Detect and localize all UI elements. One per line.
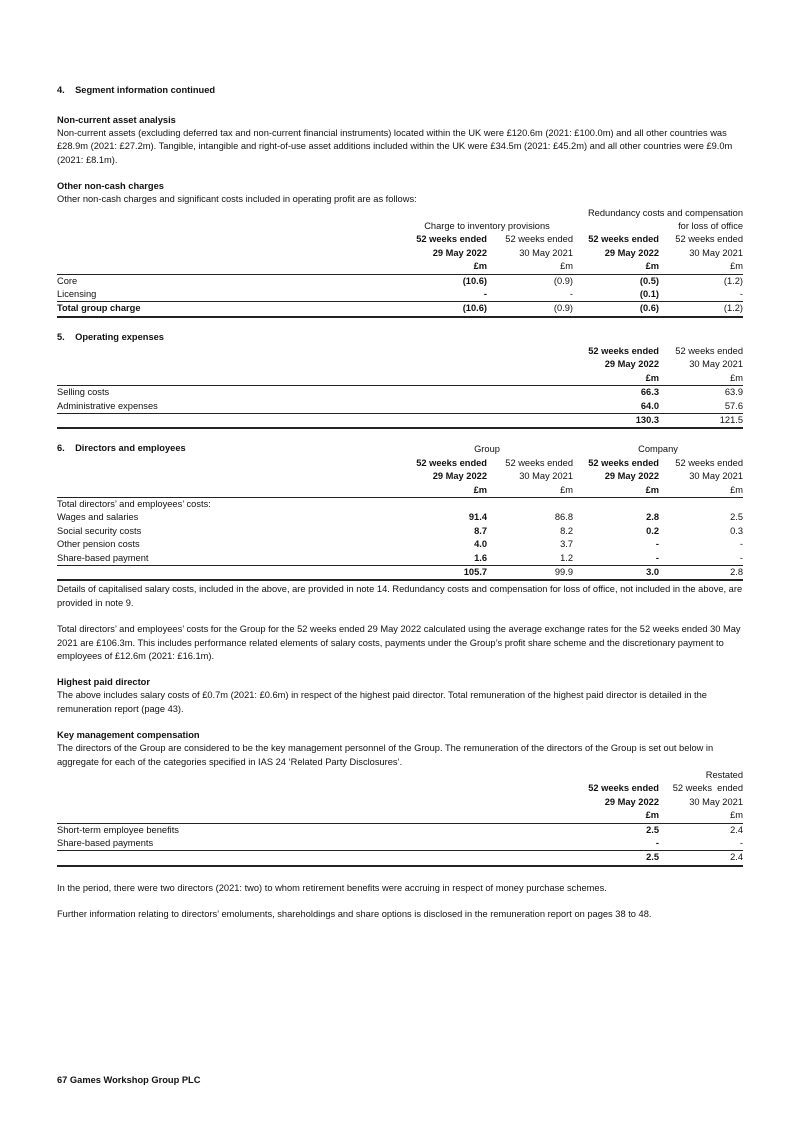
col-header: 30 May 2021 — [689, 359, 743, 370]
table-total-row: 130.3 121.5 — [57, 413, 743, 428]
col-header: 30 May 2021 — [519, 247, 573, 258]
col-header: 29 May 2022 — [432, 247, 487, 258]
col-header: 52 weeks ended — [588, 783, 659, 794]
non-cash-charges-table — [57, 207, 743, 318]
col-header: 29 May 2022 — [432, 471, 487, 482]
col-header: 52 weeks ended — [416, 457, 487, 468]
table-row: Short-term employee benefits 2.5 2.4 — [57, 824, 743, 835]
unit-label: £m — [487, 260, 573, 274]
table-total-row: Total group charge (10.6) (0.9) (0.6) (1.2) — [57, 302, 743, 317]
other-non-cash-heading: Other non-cash charges — [57, 181, 164, 192]
exchange-rate-note: Total directors’ and employees’ costs for the Group for the 52 weeks ended 29 May 2022 calculated using the average exchange rates for the 52 weeks ended 30 May 2021 are £106.3m. This includes performance related elements of salary costs, payments under the Group’s profit share scheme and the discretionary payment to employees of £12.6m (2021: £16.1m). — [57, 624, 741, 661]
table-row: Licensing - - (0.1) - — [57, 289, 744, 300]
page-content — [57, 84, 743, 922]
col-header: 52 weeks ended — [505, 457, 573, 468]
unit-label: £m — [573, 260, 659, 274]
section-6-title: 6. Directors and employees — [57, 443, 186, 454]
key-management-text: The directors of the Group are considered to be the key management personnel of the Group. The remuneration of the directors of the Group is set out below in aggregate for each of the categories specified in IAS 24 ‘Related Party Disclosures’. — [57, 743, 714, 767]
table-row: Administrative expenses 64.0 57.6 — [57, 400, 743, 411]
retirement-benefits-note: In the period, there were two directors (2021: two) to whom retirement benefits were accruing in respect of money purchase schemes. — [57, 882, 607, 893]
unit-label: £m — [659, 484, 743, 498]
col-header: 29 May 2022 — [604, 471, 659, 482]
highest-paid-director-heading: Highest paid director — [57, 677, 150, 688]
col-header: 29 May 2022 — [604, 247, 659, 258]
group-header-inventory: Charge to inventory provisions — [424, 221, 550, 232]
col-header: 52 weeks ended — [588, 457, 659, 468]
section-4-title: 4. Segment information continued — [57, 85, 216, 95]
col-header: 30 May 2021 — [519, 471, 573, 482]
unit-label: £m — [573, 809, 659, 823]
other-non-cash-text: Other non-cash charges and significant costs included in operating profit are as follows: — [57, 194, 417, 205]
col-header: 52 weeks ended — [675, 457, 744, 468]
unit-label: £m — [659, 260, 743, 274]
col-header: 30 May 2021 — [689, 471, 744, 482]
highest-paid-director-text: The above includes salary costs of £0.7m (2021: £0.6m) in respect of the highest paid director. Total remuneration of the highest paid director is detailed in the remuneration report (page 43). — [57, 690, 707, 714]
table-total-row: 105.7 99.9 3.0 2.8 — [57, 565, 743, 580]
unit-label: £m — [401, 484, 487, 498]
operating-expenses-table — [57, 345, 743, 429]
table-row: Share-based payments - - — [57, 838, 743, 849]
table-row: Share-based payment 1.6 1.2 - - — [57, 552, 744, 563]
col-header: 52 weeks ended — [675, 234, 744, 245]
col-header: 29 May 2022 — [604, 359, 659, 370]
page-footer: 67 Games Workshop Group PLC — [57, 1075, 201, 1085]
col-header: 52 weeks ended — [505, 234, 573, 245]
col-header: 30 May 2021 — [689, 247, 744, 258]
section-5-title: 5. Operating expenses — [57, 331, 164, 342]
group-header-redundancy-2: for loss of office — [678, 221, 744, 232]
table-total-row: 2.5 2.4 — [57, 851, 743, 866]
unit-label: £m — [573, 484, 659, 498]
table-row: Core (10.6) (0.9) (0.5) (1.2) — [57, 275, 744, 286]
non-current-asset-heading: Non-current asset analysis — [57, 115, 176, 125]
unit-label: £m — [487, 484, 573, 498]
restated-label: Restated — [705, 770, 743, 781]
further-information-note: Further information relating to directors’ emoluments, shareholdings and share options is disclosed in the remuneration report on pages 38 to 48. — [57, 909, 652, 920]
group-header-redundancy-1: Redundancy costs and compensation — [587, 207, 744, 218]
unit-label: £m — [659, 809, 743, 823]
col-header: 29 May 2022 — [604, 796, 659, 807]
non-current-asset-text: Non-current assets (excluding deferred tax and non-current financial instruments) located within the UK were £120.6m (2021: £100.0m) and all other countries was £28.9m (2021: £27.2m). Tangible, intangible and right-of-use asset additions included within the UK were £34.5m (2021: £45.2m) and all other countries were £9.0m (2021: £8.1m). — [57, 128, 733, 165]
group-header-company: Company — [638, 444, 678, 455]
table-row: Wages and salaries 91.4 86.8 2.8 2.5 — [57, 512, 744, 523]
table-row: Social security costs 8.7 8.2 0.2 0.3 — [57, 525, 744, 536]
col-header: 52 weeks ended — [588, 234, 659, 245]
capitalised-salary-note: Details of capitalised salary costs, included in the above, are provided in note 14. Redundancy costs and compensation for loss of office, not included in the above, are provided in note 9. — [57, 584, 743, 608]
col-header: 52 weeks ended — [588, 345, 659, 356]
unit-label: £m — [573, 372, 659, 386]
group-header-group: Group — [474, 444, 500, 455]
key-management-table — [57, 769, 743, 867]
table-row: Total directors’ and employees’ costs: — [57, 498, 211, 509]
table-row: Other pension costs 4.0 3.7 - - — [57, 539, 744, 550]
col-header: 30 May 2021 — [689, 796, 743, 807]
col-header: 52 weeks ended — [675, 345, 743, 356]
unit-label: £m — [659, 372, 743, 386]
col-header: 52 weeks ended — [416, 234, 487, 245]
col-header: 52 weeks ended — [672, 783, 743, 794]
table-row: Selling costs 66.3 63.9 — [57, 387, 743, 398]
directors-employees-table — [57, 443, 743, 581]
unit-label: £m — [401, 260, 487, 274]
key-management-heading: Key management compensation — [57, 730, 200, 741]
